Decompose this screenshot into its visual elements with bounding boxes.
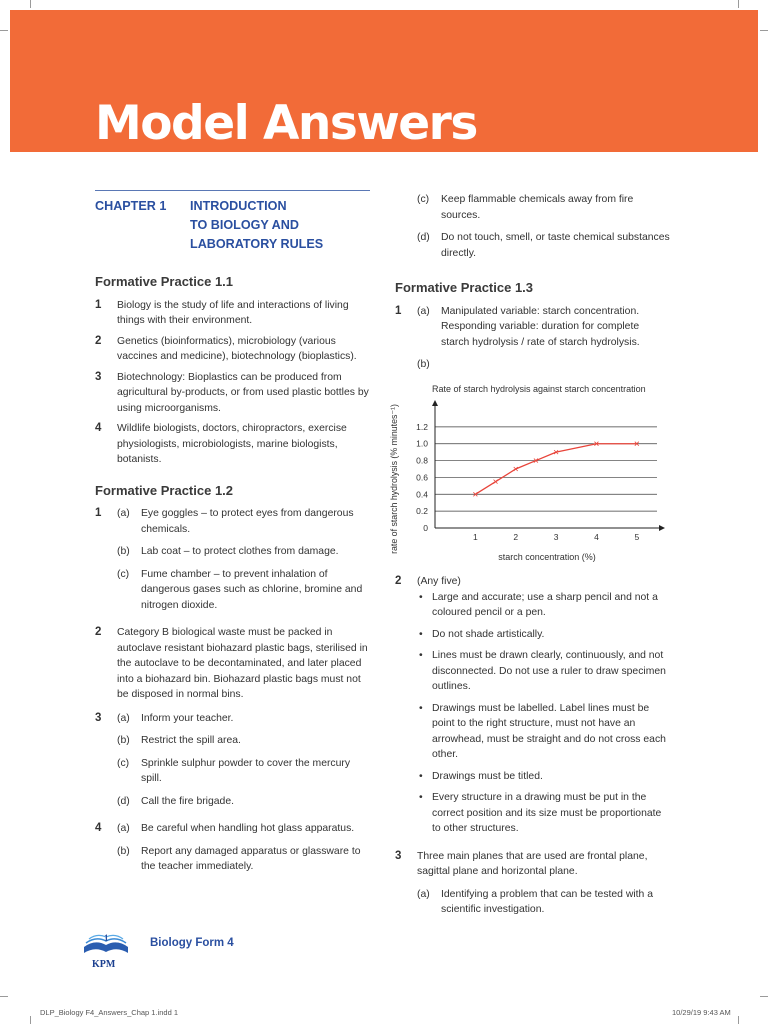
item-number: 1 [95,507,102,519]
sub-item [417,357,670,373]
sub-label: (c) [417,194,430,205]
bullet-item [417,627,670,643]
chapter-title-line: INTRODUCTION [190,199,287,213]
sub-label: (d) [117,795,130,807]
item-number: 1 [395,304,402,317]
x-tick-label: 4 [594,532,599,542]
sub-text: Keep flammable chemicals away from fire sources. [441,194,634,221]
item-text: Biology is the study of life and interactions of living things with their environment. [117,299,349,326]
list-item [395,574,670,843]
sub-text: Lab coat – to protect clothes from damage. [141,546,339,557]
kpm-book-logo-icon [80,925,132,971]
bullet-dot: • [419,591,423,603]
bullet-dot: • [419,702,423,714]
item-intro: (Any five) [417,576,461,587]
sub-item [117,711,370,727]
crop-mark [738,0,739,8]
sub-label: (a) [117,508,130,519]
fp13-q2-q3 [395,574,670,930]
chapter-title-line: TO BIOLOGY AND [190,218,299,232]
variable-line: Manipulated variable: starch concentration. [441,305,640,317]
item-number: 3 [95,711,102,724]
footer-logo-text: KPM [92,959,116,970]
slug-filename: DLP_Biology F4_Answers_Chap 1.indd 1 [40,1008,178,1017]
item-text: Biotechnology: Bioplastics can be produced from agricultural by-products, or from used plastic bottles by using microorganisms. [117,371,369,414]
y-axis-arrow [432,400,438,406]
item-number: 2 [95,334,102,347]
section-heading-fp12: Formative Practice 1.2 [95,482,234,498]
crop-mark [760,30,768,31]
sub-item [417,192,670,223]
list-item [395,849,670,925]
x-tick-label: 3 [553,532,559,542]
list-item [95,821,370,882]
item-number: 4 [95,422,102,434]
sub-item [117,544,370,560]
bullet-dot: • [419,770,423,782]
sub-text: Report any damaged apparatus or glassware to the teacher immediately. [141,845,361,872]
header-banner [10,10,758,152]
chapter-rule [95,190,370,191]
item-number: 3 [395,849,402,862]
sub-text: Sprinkle sulphur powder to cover the mercury spill. [141,757,351,784]
bullet-text: Large and accurate; use a sharp pencil and not a coloured pencil or a pen. [432,591,658,618]
sub-text: Inform your teacher. [141,712,234,724]
item-number: 2 [395,575,402,587]
sub-item [117,733,370,749]
crop-mark [30,1016,31,1024]
sub-label: (a) [117,712,130,724]
sub-label: (b) [117,735,130,746]
list-item [95,370,370,417]
bullet-item [417,790,670,837]
bullet-text: Drawings must be labelled. Label lines must be point to the right structure, must not have an arrowhead, must be straight and do not cross each other. [432,702,666,760]
bullet-item [417,701,670,763]
bullet-item [417,769,670,785]
sub-text: Be careful when handling hot glass apparatus. [141,823,355,834]
item-subs [117,506,370,620]
list-item [95,506,370,620]
list-item [95,334,370,365]
item-body [417,849,670,925]
bullet-item [417,590,670,621]
sub-label: (b) [117,546,130,557]
sub-item [417,304,670,351]
item-text: Three main planes that are used are frontal plane, sagittal plane and horizontal plane. [417,850,648,877]
sub-item [417,887,670,918]
bullet-text: Drawings must be titled. [432,770,543,782]
sub-item [117,821,370,837]
crop-mark [0,30,8,31]
left-column [95,190,370,887]
list-item [95,298,370,329]
sub-label: (c) [117,568,130,580]
item-body [417,574,670,843]
sub-text: Identifying a problem that can be tested with a scientific investigation. [441,888,653,915]
x-tick-label: 2 [513,532,519,542]
item-text: Wildlife biologists, doctors, chiropractors, exercise physiologists, microbiologists, marine biologists, botanists. [117,423,347,465]
sub-label: (b) [417,359,430,370]
item-subs [417,304,670,380]
x-axis-arrow [659,525,665,531]
footer-book-label: Biology Form 4 [150,937,234,949]
sub-text [441,304,670,351]
item-subs [117,711,370,817]
data-point [494,480,498,484]
fp12-continued [395,192,670,261]
sub-label: (d) [417,232,430,243]
item-number: 3 [95,370,102,383]
sub-label: (a) [417,305,430,317]
x-tick-label: 1 [472,532,478,542]
sub-item [117,844,370,875]
bullet-item [417,648,670,695]
chart-title: Rate of starch hydrolysis against starch concentration [432,384,646,394]
item-number: 2 [95,626,102,638]
sub-text: Fume chamber – to prevent inhalation of dangerous gases such as chlorine, bromine and nitrogen dioxide. [141,568,363,611]
item-text: Genetics (bioinformatics), microbiology (various vaccines and medicine), biotechnology (bioplastics). [117,335,357,362]
footer-page-number: 1 [104,933,109,943]
chapter-heading [95,197,370,254]
crop-mark [0,996,8,997]
crop-mark [760,996,768,997]
item-number: 4 [95,822,102,834]
bullet-dot: • [419,650,423,661]
sub-label: (a) [417,888,430,900]
list-item [95,711,370,817]
bullet-text: Every structure in a drawing must be put in the correct position and its size must be proportionate to other structures. [432,792,662,834]
sub-item [117,794,370,810]
y-tick-label: 0.2 [416,506,428,517]
series-line [475,444,636,495]
y-tick-label: 1.2 [416,421,428,432]
chapter-title [190,197,323,254]
sub-text: Call the fire brigade. [141,795,234,807]
item-text: Category B biological waste must be packed in autoclave resistant biohazard plastic bags, sterilised in the autoclave to be decontaminated, and later placed into a biohazard bin. Biohazard plastic bags must not be disposed in normal bins. [117,627,368,700]
section-heading-fp13: Formative Practice 1.3 [395,280,534,295]
bullet-dot: • [419,792,423,803]
crop-mark [30,0,31,8]
sub-text: Do not touch, smell, or taste chemical substances directly. [441,232,670,259]
y-axis-label: rate of starch hydrolysis (% minutes⁻¹) [389,404,399,554]
sub-item [117,756,370,787]
bullet-dot: • [419,628,423,640]
list-item [395,304,670,380]
chapter-number: CHAPTER 1 [95,199,167,213]
sub-label: (c) [117,757,130,769]
slug-datetime: 10/29/19 9:43 AM [672,1008,731,1017]
y-tick-label: 0 [423,523,428,533]
sub-item [117,567,370,614]
variable-line: Responding variable: duration for complete starch hydrolysis / rate of starch hydrolysis. [441,321,640,348]
item-number: 1 [95,298,102,311]
x-axis-label: starch concentration (%) [498,552,596,562]
sub-label: (b) [117,845,130,857]
y-tick-label: 1.0 [416,438,428,449]
list-item [95,421,370,468]
item-subs [117,821,370,882]
sub-text: Eye goggles – to protect eyes from dangerous chemicals. [141,508,354,535]
y-tick-label: 0.4 [416,489,428,500]
x-tick-label: 5 [634,532,640,542]
hydrolysis-line-chart [385,380,670,565]
page-title: Model Answers [95,96,477,151]
y-tick-label: 0.6 [416,472,428,483]
bullet-text: Do not shade artistically. [432,628,545,640]
sub-label: (a) [117,823,130,834]
crop-mark [738,1016,739,1024]
sub-text: Restrict the spill area. [141,735,241,746]
y-tick-label: 0.8 [416,455,428,466]
chapter-title-line: LABORATORY RULES [190,237,324,251]
sub-item [417,230,670,261]
sub-item [117,506,370,537]
section-heading-fp11: Formative Practice 1.1 [95,274,234,289]
list-item [95,625,370,703]
bullet-text: Lines must be drawn clearly, continuously, and not disconnected. Do not use a ruler to draw specimen outlines. [432,650,666,692]
